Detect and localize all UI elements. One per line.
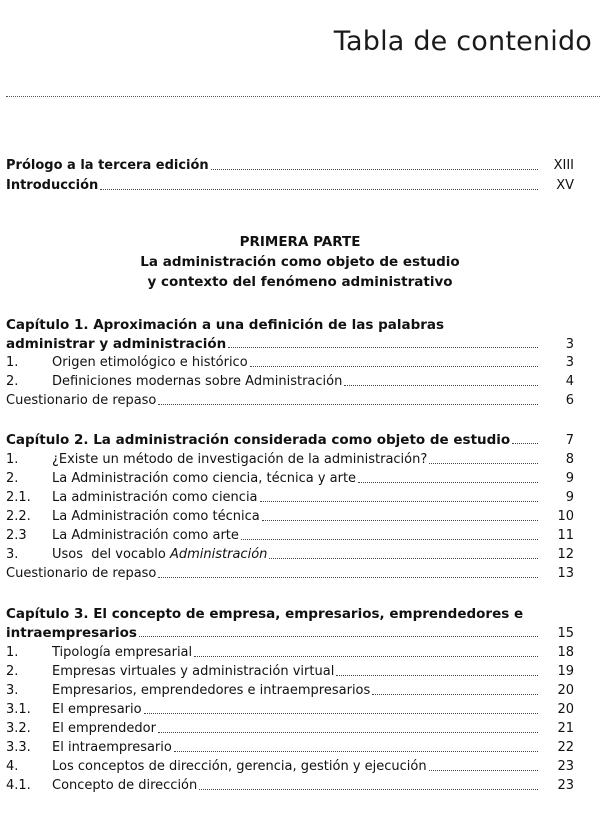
page-number: 6 xyxy=(565,393,574,408)
entry-text-prefix: Usos del vocablo xyxy=(52,547,170,562)
toc-entry[interactable] xyxy=(6,681,574,701)
entry-text: Capítulo 2. La administración considerada como objeto de estudio xyxy=(6,432,511,448)
section-number: 2.2. xyxy=(6,509,31,524)
dot-leader xyxy=(262,507,538,521)
page-number: 11 xyxy=(557,528,574,543)
entry-text-italic: Administración xyxy=(169,547,268,562)
dot-leader xyxy=(250,353,538,367)
page-number: 20 xyxy=(557,702,574,717)
page-number: 10 xyxy=(557,509,574,524)
toc-entry[interactable] xyxy=(6,738,574,758)
entry-text: Concepto de dirección xyxy=(52,778,198,793)
entry-text: Cuestionario de repaso xyxy=(6,566,157,581)
section-number: 3. xyxy=(6,547,19,562)
dot-leader xyxy=(144,700,538,714)
section-number: 3. xyxy=(6,683,19,698)
section-number: 3.3. xyxy=(6,740,31,755)
dot-leader xyxy=(174,738,538,752)
page-number: 12 xyxy=(557,547,574,562)
page-number: 18 xyxy=(557,645,574,660)
dot-leader xyxy=(429,757,538,771)
page-number: 4 xyxy=(565,374,574,389)
page-number: 3 xyxy=(565,355,574,370)
toc-entry[interactable] xyxy=(6,643,574,663)
entry-text: Origen etimológico e histórico xyxy=(52,355,248,370)
dot-leader xyxy=(260,488,538,502)
toc-entry[interactable] xyxy=(6,719,574,739)
toc-entry[interactable] xyxy=(6,488,574,508)
chapter-3-title-line2[interactable] xyxy=(6,623,574,643)
dot-leader xyxy=(344,372,538,386)
page-number: 13 xyxy=(557,566,574,581)
dot-leader xyxy=(336,662,538,676)
section-number: 2.3 xyxy=(6,528,27,543)
entry-text: Cuestionario de repaso xyxy=(6,393,157,408)
entry-text: El empresario xyxy=(52,702,142,717)
chapter-1-title-line1[interactable]: Capítulo 1. Aproximación a una definición de las palabras xyxy=(6,317,445,333)
page-number: XIII xyxy=(553,158,574,173)
section-number: 4.1. xyxy=(6,778,31,793)
dot-leader xyxy=(211,156,538,170)
toc-entry[interactable] xyxy=(6,450,574,470)
toc-entry[interactable] xyxy=(6,757,574,777)
toc-entry[interactable] xyxy=(6,776,574,796)
entry-text: El intraempresario xyxy=(52,740,172,755)
toc-entry[interactable] xyxy=(6,469,574,489)
dot-leader xyxy=(269,545,538,559)
entry-text xyxy=(52,545,267,565)
page-number: 22 xyxy=(557,740,574,755)
dot-leader xyxy=(158,719,538,733)
page-number: 21 xyxy=(557,721,574,736)
page-number: XV xyxy=(556,178,574,193)
toc-entry[interactable] xyxy=(6,662,574,682)
entry-text: Definiciones modernas sobre Administración xyxy=(52,374,343,389)
section-number: 2. xyxy=(6,471,19,486)
dot-leader xyxy=(241,526,538,540)
entry-text: La administración como ciencia xyxy=(52,490,258,505)
dot-leader xyxy=(158,564,538,578)
page-number: 7 xyxy=(565,433,574,448)
dot-leader xyxy=(228,334,538,348)
part-label: PRIMERA PARTE xyxy=(239,234,361,250)
title-divider xyxy=(6,96,600,97)
toc-entry[interactable] xyxy=(6,372,574,392)
section-number: 2.1. xyxy=(6,490,31,505)
entry-text: La Administración como técnica xyxy=(52,509,260,524)
dot-leader xyxy=(512,430,538,444)
entry-text: Empresas virtuales y administración virtual xyxy=(52,664,335,679)
page-number: 19 xyxy=(557,664,574,679)
dot-leader xyxy=(100,176,538,190)
entry-text: administrar y administración xyxy=(6,336,227,352)
toc-entry[interactable] xyxy=(6,507,574,527)
page-number: 23 xyxy=(557,778,574,793)
dot-leader xyxy=(139,623,538,637)
entry-text: ¿Existe un método de investigación de la administración? xyxy=(52,452,428,467)
section-number: 3.1. xyxy=(6,702,31,717)
section-number: 1. xyxy=(6,355,19,370)
section-number: 4. xyxy=(6,759,19,774)
dot-leader xyxy=(158,391,538,405)
dot-leader xyxy=(372,681,538,695)
section-number: 2. xyxy=(6,374,19,389)
entry-text: Empresarios, emprendedores e intraempresarios xyxy=(52,683,371,698)
toc-entry[interactable] xyxy=(6,700,574,720)
page-number: 20 xyxy=(557,683,574,698)
section-number: 3.2. xyxy=(6,721,31,736)
entry-text: El emprendedor xyxy=(52,721,156,736)
dot-leader xyxy=(358,469,538,483)
page-number: 9 xyxy=(565,471,574,486)
entry-text: Prólogo a la tercera edición xyxy=(6,158,209,173)
toc-entry-review[interactable] xyxy=(6,391,574,411)
toc-entry[interactable] xyxy=(6,353,574,373)
entry-text: Los conceptos de dirección, gerencia, gestión y ejecución xyxy=(52,759,427,774)
section-number: 1. xyxy=(6,645,19,660)
chapter-3-title-line1[interactable]: Capítulo 3. El concepto de empresa, empresarios, emprendedores e xyxy=(6,606,524,622)
page-number: 9 xyxy=(565,490,574,505)
page-title: Tabla de contenido xyxy=(333,26,592,57)
page-number: 23 xyxy=(557,759,574,774)
page-number: 15 xyxy=(557,626,574,641)
entry-text: Tipología empresarial xyxy=(52,645,193,660)
toc-entry[interactable] xyxy=(6,526,574,546)
entry-text: La Administración como arte xyxy=(52,528,239,543)
toc-entry-introduction[interactable] xyxy=(6,176,574,196)
part-title-line2: y contexto del fenómeno administrativo xyxy=(147,274,453,290)
section-number: 2. xyxy=(6,664,19,679)
chapter-1-title-line2[interactable] xyxy=(6,334,574,354)
dot-leader xyxy=(429,450,538,464)
page-number: 3 xyxy=(565,337,574,352)
toc-entry-review[interactable] xyxy=(6,564,574,584)
chapter-2-title[interactable] xyxy=(6,430,574,450)
part-title-line1: La administración como objeto de estudio xyxy=(140,254,460,270)
entry-text: intraempresarios xyxy=(6,625,137,641)
section-number: 1. xyxy=(6,452,19,467)
entry-text: La Administración como ciencia, técnica y arte xyxy=(52,471,357,486)
entry-text: Introducción xyxy=(6,178,99,193)
dot-leader xyxy=(194,643,538,657)
dot-leader xyxy=(199,776,538,790)
toc-entry[interactable] xyxy=(6,545,574,565)
toc-entry-prologue[interactable] xyxy=(6,156,574,176)
page-number: 8 xyxy=(565,452,574,467)
